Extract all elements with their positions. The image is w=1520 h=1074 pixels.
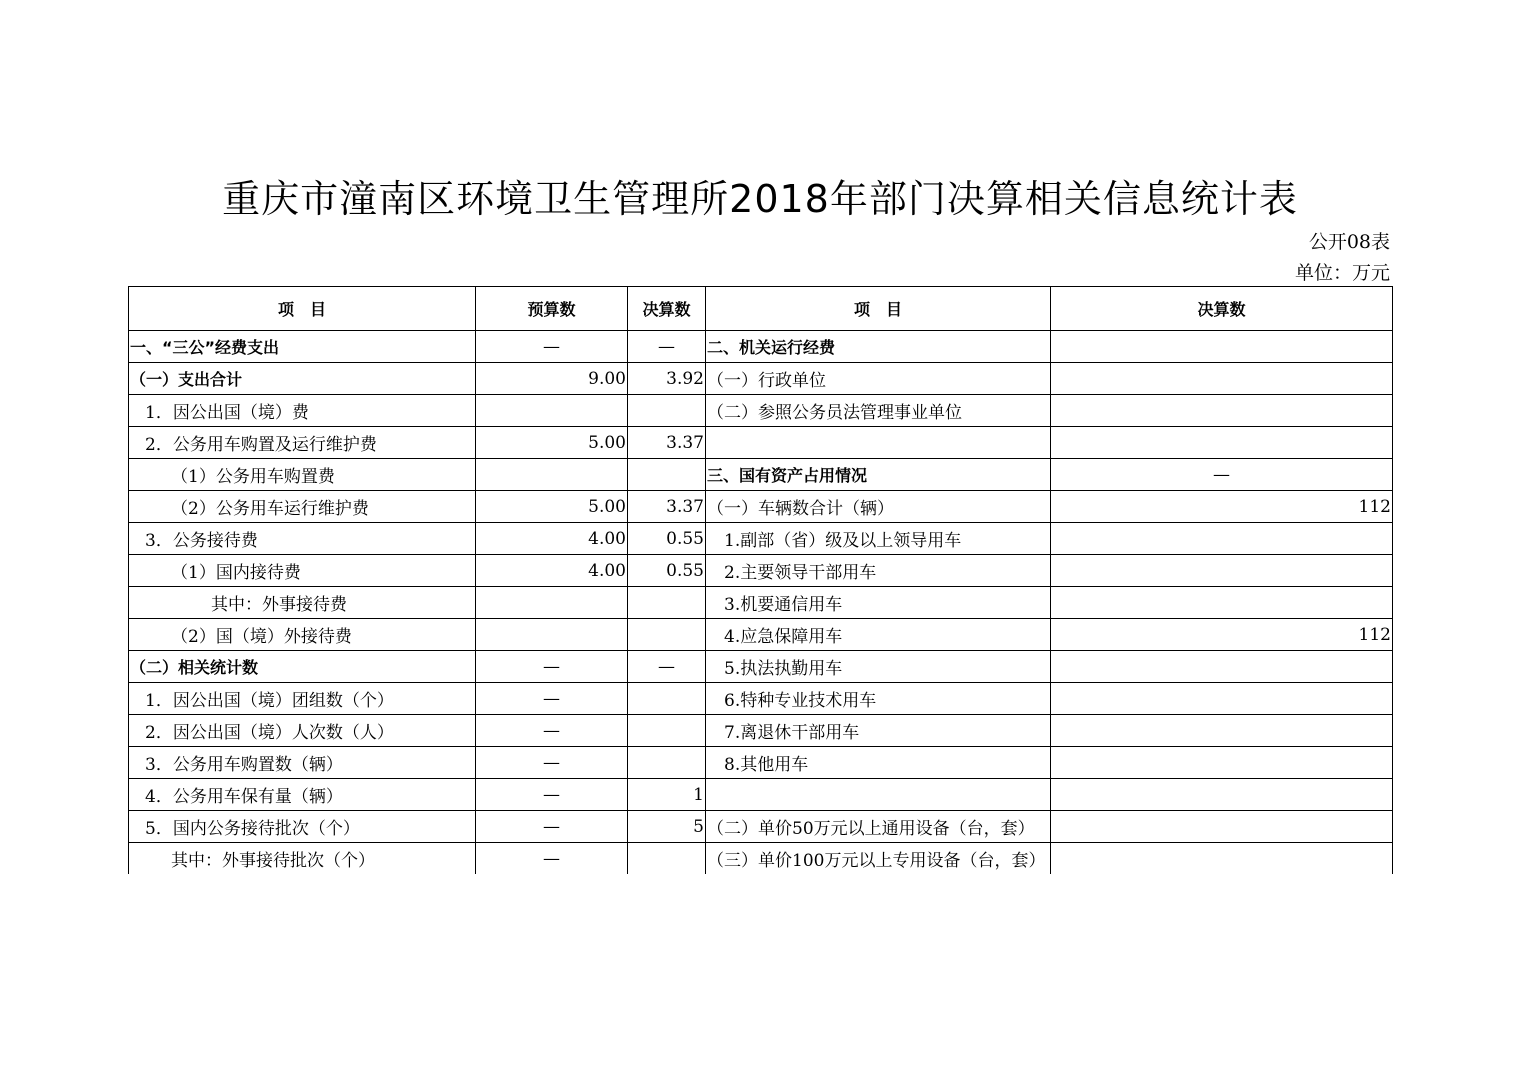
row-final-right bbox=[1051, 587, 1393, 619]
row-budget: 4.00 bbox=[476, 555, 628, 587]
row-final-right bbox=[1051, 843, 1393, 875]
row-item-right: 二、机关运行经费 bbox=[706, 331, 1051, 363]
table-row bbox=[129, 683, 1393, 715]
row-item-left: 其中：外事接待批次（个） bbox=[129, 843, 476, 875]
statistics-table bbox=[128, 286, 1393, 874]
row-item-right: 3.机要通信用车 bbox=[706, 587, 1051, 619]
table-row bbox=[129, 491, 1393, 523]
row-final-right bbox=[1051, 779, 1393, 811]
row-item-left: （2）公务用车运行维护费 bbox=[129, 491, 476, 523]
row-budget bbox=[476, 459, 628, 491]
header-item-right: 项 目 bbox=[706, 287, 1051, 331]
row-budget: — bbox=[476, 651, 628, 683]
row-item-left: （1）公务用车购置费 bbox=[129, 459, 476, 491]
row-final-left bbox=[628, 843, 706, 875]
row-item-right: （二）参照公务员法管理事业单位 bbox=[706, 395, 1051, 427]
row-item-left: 5．国内公务接待批次（个） bbox=[129, 811, 476, 843]
row-budget bbox=[476, 395, 628, 427]
table-row bbox=[129, 619, 1393, 651]
row-final-right bbox=[1051, 715, 1393, 747]
table-row bbox=[129, 843, 1393, 875]
row-final-left bbox=[628, 619, 706, 651]
table-row bbox=[129, 523, 1393, 555]
row-final-left: 3.92 bbox=[628, 363, 706, 395]
header-budget: 预算数 bbox=[476, 287, 628, 331]
row-item-left: 1．因公出国（境）团组数（个） bbox=[129, 683, 476, 715]
row-item-left: 2．公务用车购置及运行维护费 bbox=[129, 427, 476, 459]
row-item-right: 三、国有资产占用情况 bbox=[706, 459, 1051, 491]
table-code: 公开08表 bbox=[1308, 231, 1390, 253]
row-item-left: 3．公务接待费 bbox=[129, 523, 476, 555]
row-item-left: （二）相关统计数 bbox=[129, 651, 476, 683]
table-row bbox=[129, 651, 1393, 683]
header-item-left: 项 目 bbox=[129, 287, 476, 331]
row-final-right bbox=[1051, 555, 1393, 587]
row-item-right: （二）单价50万元以上通用设备（台，套） bbox=[706, 811, 1051, 843]
row-final-right bbox=[1051, 331, 1393, 363]
row-final-left bbox=[628, 683, 706, 715]
row-final-right: 112 bbox=[1051, 491, 1393, 523]
row-final-left: — bbox=[628, 651, 706, 683]
row-budget: — bbox=[476, 715, 628, 747]
row-final-left bbox=[628, 395, 706, 427]
row-final-right bbox=[1051, 523, 1393, 555]
row-item-right bbox=[706, 427, 1051, 459]
row-final-left bbox=[628, 715, 706, 747]
row-budget: 9.00 bbox=[476, 363, 628, 395]
row-final-right bbox=[1051, 747, 1393, 779]
table-row bbox=[129, 555, 1393, 587]
row-budget: — bbox=[476, 811, 628, 843]
row-budget: 5.00 bbox=[476, 491, 628, 523]
row-item-right: 6.特种专业技术用车 bbox=[706, 683, 1051, 715]
row-final-right: 112 bbox=[1051, 619, 1393, 651]
row-item-right bbox=[706, 779, 1051, 811]
row-item-left: （1）国内接待费 bbox=[129, 555, 476, 587]
row-final-left: 0.55 bbox=[628, 555, 706, 587]
row-budget: — bbox=[476, 747, 628, 779]
row-item-right: （三）单价100万元以上专用设备（台，套） bbox=[706, 843, 1051, 875]
row-item-left: 其中：外事接待费 bbox=[129, 587, 476, 619]
row-item-left: （一）支出合计 bbox=[129, 363, 476, 395]
row-budget: 4.00 bbox=[476, 523, 628, 555]
row-final-right bbox=[1051, 651, 1393, 683]
table-row bbox=[129, 427, 1393, 459]
page-title: 重庆市潼南区环境卫生管理所2018年部门决算相关信息统计表 bbox=[222, 177, 1298, 221]
unit-label: 单位：万元 bbox=[1294, 262, 1390, 284]
row-item-right: （一）行政单位 bbox=[706, 363, 1051, 395]
row-item-right: 1.副部（省）级及以上领导用车 bbox=[706, 523, 1051, 555]
table-row bbox=[129, 715, 1393, 747]
row-final-right bbox=[1051, 395, 1393, 427]
row-budget: 5.00 bbox=[476, 427, 628, 459]
row-budget bbox=[476, 619, 628, 651]
row-final-right: — bbox=[1051, 459, 1393, 491]
row-budget: — bbox=[476, 331, 628, 363]
row-item-left: 一、“三公”经费支出 bbox=[129, 331, 476, 363]
table-header-row bbox=[129, 287, 1393, 331]
row-item-right: 2.主要领导干部用车 bbox=[706, 555, 1051, 587]
row-final-right bbox=[1051, 427, 1393, 459]
row-item-left: 2．因公出国（境）人次数（人） bbox=[129, 715, 476, 747]
table-row bbox=[129, 747, 1393, 779]
row-item-right: （一）车辆数合计（辆） bbox=[706, 491, 1051, 523]
row-final-right bbox=[1051, 683, 1393, 715]
header-final-right: 决算数 bbox=[1051, 287, 1393, 331]
table-row bbox=[129, 363, 1393, 395]
row-item-right: 8.其他用车 bbox=[706, 747, 1051, 779]
row-item-right: 5.执法执勤用车 bbox=[706, 651, 1051, 683]
table-row bbox=[129, 459, 1393, 491]
row-item-left: （2）国（境）外接待费 bbox=[129, 619, 476, 651]
row-item-right: 7.离退休干部用车 bbox=[706, 715, 1051, 747]
table-row bbox=[129, 779, 1393, 811]
row-item-right: 4.应急保障用车 bbox=[706, 619, 1051, 651]
row-final-left: 3.37 bbox=[628, 427, 706, 459]
row-final-left: 0.55 bbox=[628, 523, 706, 555]
row-final-left bbox=[628, 747, 706, 779]
row-final-right bbox=[1051, 363, 1393, 395]
row-final-right bbox=[1051, 811, 1393, 843]
row-final-left bbox=[628, 459, 706, 491]
row-budget: — bbox=[476, 843, 628, 875]
row-final-left: 3.37 bbox=[628, 491, 706, 523]
row-budget bbox=[476, 587, 628, 619]
row-item-left: 3．公务用车购置数（辆） bbox=[129, 747, 476, 779]
header-final-left: 决算数 bbox=[628, 287, 706, 331]
row-final-left: 1 bbox=[628, 779, 706, 811]
row-final-left bbox=[628, 587, 706, 619]
row-item-left: 1．因公出国（境）费 bbox=[129, 395, 476, 427]
table-row bbox=[129, 811, 1393, 843]
row-budget: — bbox=[476, 683, 628, 715]
table-row bbox=[129, 587, 1393, 619]
row-budget: — bbox=[476, 779, 628, 811]
table-row bbox=[129, 395, 1393, 427]
row-final-left: 5 bbox=[628, 811, 706, 843]
row-item-left: 4．公务用车保有量（辆） bbox=[129, 779, 476, 811]
row-final-left: — bbox=[628, 331, 706, 363]
table-row bbox=[129, 331, 1393, 363]
